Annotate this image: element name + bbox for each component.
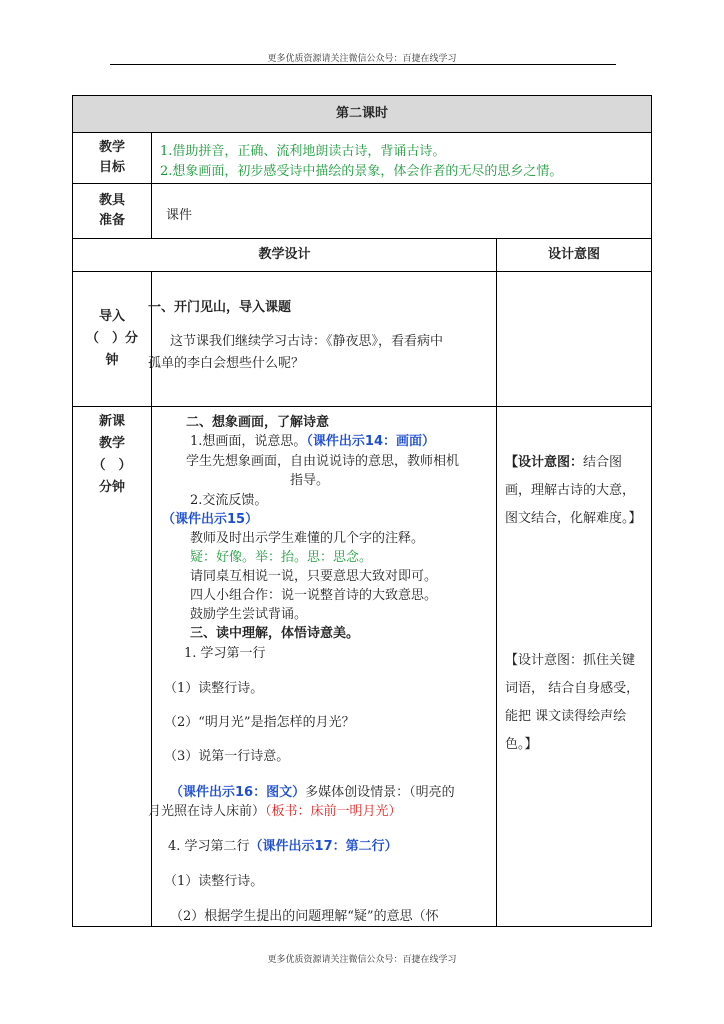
- tools-label-line2: 准备: [98, 213, 125, 228]
- tools-label: [72, 183, 152, 239]
- intro-label-line3: 钟: [105, 353, 119, 368]
- intro-intent: [496, 271, 652, 407]
- goal-2: 2.想象画面，初步感受诗中描绘的景象，体会作者的无尽的思乡之情。: [160, 164, 563, 179]
- step-4-q2: （2）根据学生提出的问题理解“疑”的意思（怀: [170, 909, 439, 924]
- column-design: 教学设计: [72, 238, 497, 272]
- step-2-f: 鼓励学生尝试背诵。: [190, 607, 308, 622]
- step-4-q1: （1）读整行诗。: [164, 874, 264, 889]
- step-2-e: 四人小组合作：说一说整首诗的大致意思。: [190, 588, 438, 603]
- tools-label-line1: 教具: [98, 193, 125, 208]
- step-4: [168, 835, 398, 854]
- step-2-2: 2.交流反馈。: [190, 493, 268, 508]
- courseware-16: （课件出示16：图文）: [170, 785, 306, 800]
- goals-label-line2: 目标: [98, 160, 125, 175]
- step-3-media-text: 多媒体创设情景：（明亮的: [305, 785, 455, 800]
- goal-1: 1.借助拼音，正确、流利地朗读古诗，背诵古诗。: [160, 144, 446, 159]
- step-3-media: [170, 781, 455, 800]
- design-intent-1-text: 结合图画，理解古诗的大意，图文结合，化解难度。】: [505, 455, 642, 526]
- page-footer: 更多优质资源请关注微信公众号：百捷在线学习: [267, 955, 457, 965]
- new-label-line4: 分钟: [98, 480, 125, 495]
- intro-label: [72, 271, 152, 407]
- intro-paragraph-2: 孤单的李白会想些什么呢？: [148, 356, 305, 371]
- page-header: 更多优质资源请关注微信公众号：百捷在线学习: [267, 54, 457, 64]
- step-3-media-2: [148, 800, 402, 819]
- intro-label-line2: （ ）分: [85, 331, 138, 346]
- column-intent: 设计意图: [496, 238, 652, 272]
- new-label-line3: （ ）: [92, 458, 132, 473]
- lesson-title: 第二课时: [72, 95, 652, 133]
- glossary: 疑：好像。举：抬。思：思念。: [190, 550, 373, 565]
- new-lesson-label: [72, 406, 152, 927]
- intro-content: [148, 271, 497, 407]
- goals-content: [151, 132, 652, 184]
- lesson-table: [72, 95, 652, 927]
- intro-heading: 一、开门见山，导入课题: [148, 300, 292, 315]
- step-3-1: 1. 学习第一行: [184, 646, 266, 661]
- step-2-a: 学生先想象画面，自由说说诗的意思，教师相机: [186, 454, 460, 469]
- step-4-text: 4. 学习第二行: [168, 839, 250, 854]
- intro-label-line1: 导入: [98, 309, 125, 324]
- new-label-line1: 新课: [98, 414, 125, 429]
- step-2-b: 指导。: [290, 473, 330, 488]
- intro-paragraph-1: 这节课我们继续学习古诗：《静夜思》，看看病中: [170, 334, 444, 349]
- blackboard-note: （板书：床前一明月光）: [265, 804, 402, 819]
- step-3-media2-text: 月光照在诗人床前）: [148, 804, 266, 819]
- goals-label-line1: 教学: [98, 140, 125, 155]
- step-3-q3: （3）说第一行诗意。: [164, 749, 290, 764]
- design-intent-1: [505, 449, 643, 533]
- goals-label: [72, 132, 152, 184]
- section-2-heading: 二、想象画面，了解诗意: [186, 415, 330, 430]
- step-2-d: 请同桌互相说一说，只要意思大致对即可。: [190, 569, 438, 584]
- new-lesson-content: [148, 406, 497, 927]
- step-2-1: [190, 430, 435, 449]
- tools-content: [151, 183, 652, 239]
- courseware-14: （课件出示14：画面）: [306, 434, 435, 449]
- section-3-heading: 三、读中理解，体悟诗意美。: [190, 626, 360, 641]
- header-divider: [110, 64, 616, 65]
- step-2-c: 教师及时出示学生难懂的几个字的注释。: [190, 531, 425, 546]
- new-label-line2: 教学: [98, 436, 125, 451]
- step-3-q1: （1）读整行诗。: [164, 681, 264, 696]
- step-3-q2: （2）“明月光”是指怎样的月光？: [164, 715, 355, 730]
- tools-value: 课件: [166, 208, 193, 223]
- courseware-15: （课件出示15）: [162, 512, 259, 527]
- design-intent-2: 【设计意图：抓住关键词语， 结合自身感受，能把 课文读得绘声绘色。】: [505, 653, 640, 752]
- courseware-17: （课件出示17：第二行）: [249, 839, 398, 854]
- new-lesson-intent: [496, 406, 652, 927]
- design-intent-1-label: 【设计意图：: [505, 455, 584, 470]
- step-2-1-text: 1.想画面，说意思。: [190, 434, 307, 449]
